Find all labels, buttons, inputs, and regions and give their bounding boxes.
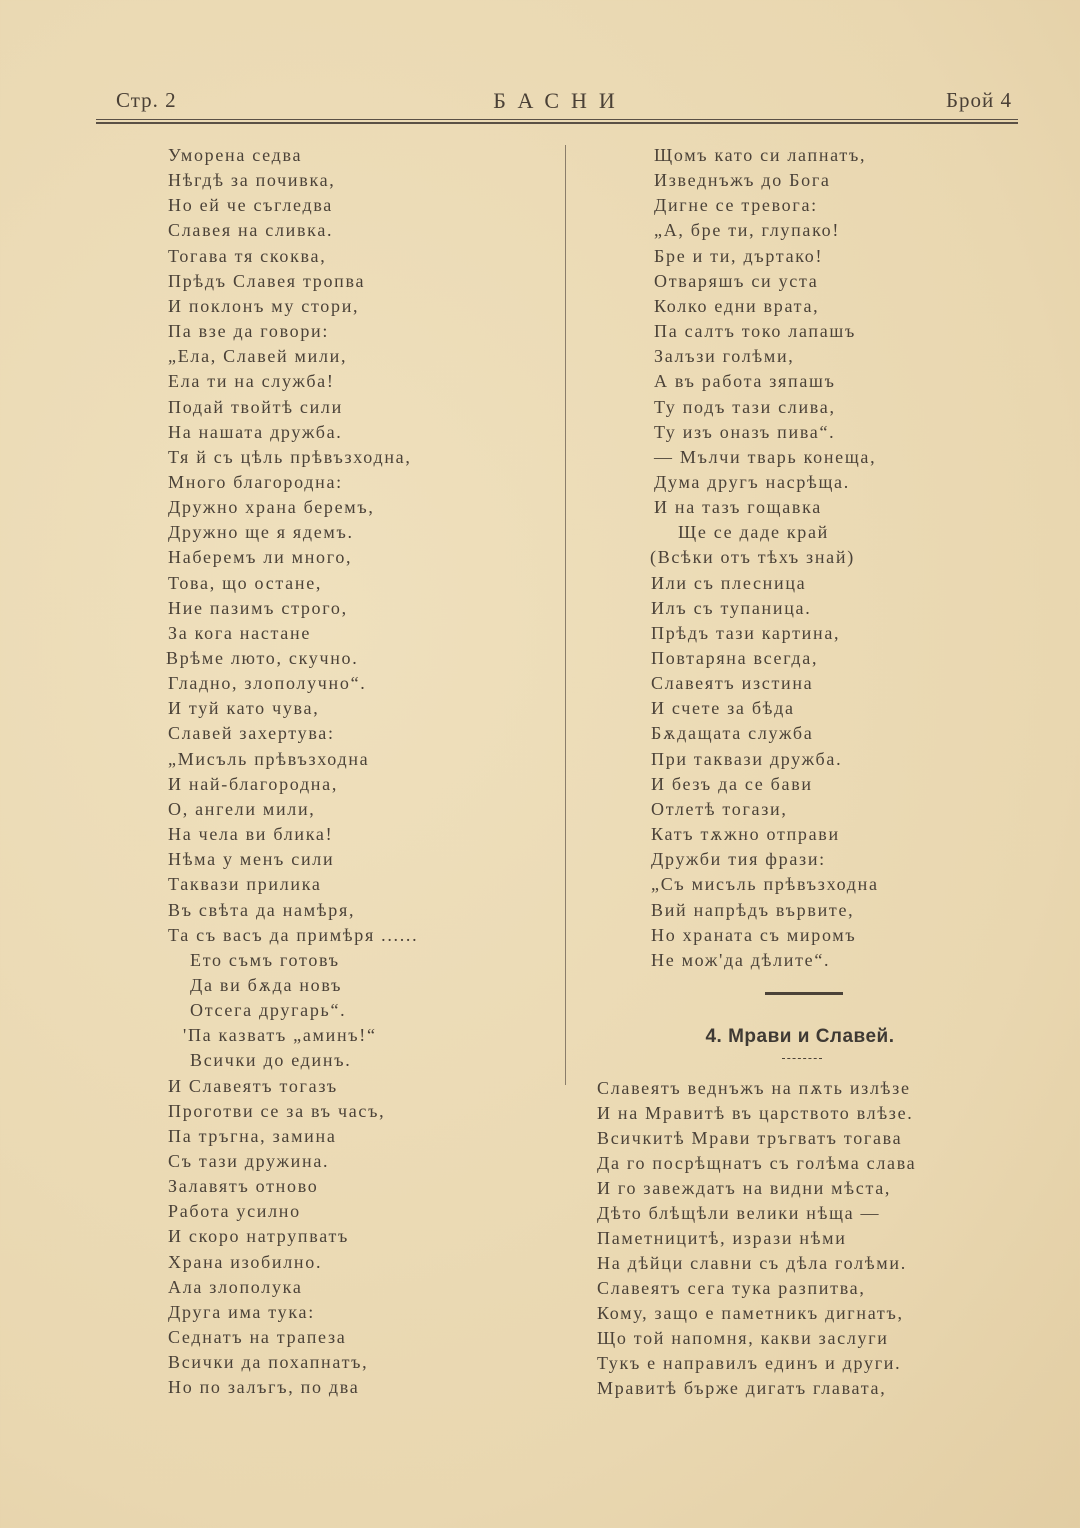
left-verse-line: Прѣдъ Славея тропва (168, 270, 366, 291)
left-verse-line: Залавятъ отново (168, 1176, 319, 1197)
left-verse-line: Нѣма у менъ сили (168, 849, 335, 870)
left-verse-line: Гладно, злополучно“. (168, 673, 367, 694)
section-title: 4. Мрави и Славей. (705, 1026, 895, 1047)
left-verse-line: Въ свѣта да намѣря, (168, 899, 356, 920)
section-verse-line: Паметницитѣ, изрази нѣми (597, 1228, 847, 1248)
section-divider (765, 992, 843, 995)
right-verse-line: Ще се даде край (678, 522, 830, 543)
left-verse-line: Славея на сливка. (168, 220, 334, 241)
right-verse-line: Не мож'да дѣлите“. (651, 949, 831, 970)
left-verse-line: Това, що остане, (168, 572, 323, 593)
section-verse-line: Всичкитѣ Мрави тръгватъ тогава (597, 1128, 903, 1148)
right-verse-line: Дигне се тревога: (654, 195, 818, 216)
left-verse-line: Нѣгдѣ за почивка, (168, 170, 336, 191)
right-verse-line: Бре и ти, дъртако! (654, 245, 824, 266)
section-verse-line: Славеятъ сега тука разпитва, (597, 1278, 866, 1298)
section-verse-line: Що той напомня, какви заслуги (597, 1328, 889, 1348)
left-verse-line: Славей захертува: (168, 723, 335, 744)
left-verse-line: Наберемъ ли много, (168, 547, 353, 568)
page-number: Стр. 2 (116, 88, 177, 112)
right-verse-line: Илъ съ тупаница. (651, 597, 812, 618)
left-verse-line: Тогава тя скоква, (168, 245, 327, 266)
section-verse-line: Кому, защо е паметникъ дигнатъ, (597, 1303, 904, 1323)
section-verse-line: На дѣйци славни съ дѣла голѣми. (597, 1253, 907, 1273)
left-verse-line: Ела ти на служба! (168, 371, 335, 392)
left-verse-line: Но ей че съгледва (168, 195, 333, 216)
left-verse-line: Па взе да говори: (168, 321, 330, 342)
section-verse-line: И на Мравитѣ въ царството влѣзе. (597, 1103, 914, 1123)
left-verse-line: О, ангели мили, (168, 798, 316, 819)
left-verse-line: „Ела, Славей мили, (168, 346, 348, 367)
right-verse-line: При таквази дружба. (651, 748, 843, 769)
left-verse-line: 'Па казватъ „аминъ!“ (183, 1025, 377, 1046)
left-verse-line: И поклонъ му стори, (168, 295, 360, 316)
right-verse-line: Вий напрѣдъ вървите, (651, 899, 855, 920)
right-verse-line: Славеятъ изстина (651, 673, 814, 694)
right-verse-line: Ту подъ тази слива, (654, 396, 836, 417)
left-verse-line: Ала злополука (168, 1276, 303, 1297)
left-verse-line: Всички да похапнатъ, (168, 1352, 369, 1373)
left-verse-line: Съ тази дружина. (168, 1151, 330, 1171)
left-verse-line: За кога настане (168, 622, 312, 643)
left-verse-line: Уморена седва (168, 145, 303, 165)
section-verse-line: Славеятъ веднъжъ на пѫть излѣзе (597, 1078, 911, 1098)
right-verse-line: Но храната съ миромъ (651, 924, 857, 945)
section-verse-line: Мравитѣ бърже дигатъ главата, (597, 1378, 887, 1398)
section-verse-line: Дѣто блѣщѣли велики нѣща — (597, 1203, 881, 1223)
right-verse-line: И счете за бѣда (651, 698, 795, 719)
left-verse-line: И Славеятъ тогазъ (168, 1075, 338, 1096)
journal-title: БАСНИ (493, 88, 627, 113)
left-verse-line: Седнатъ на трапеза (168, 1327, 347, 1348)
right-verse-line: Залъзи голѣми, (654, 346, 795, 367)
right-verse-line: Дружби тия фрази: (651, 849, 826, 870)
right-verse-line: Ту изъ оназъ пива“. (654, 421, 836, 442)
section-verse-line: И го завеждатъ на видни мѣста, (597, 1178, 892, 1198)
right-verse-line: Дума другъ насрѣща. (654, 471, 850, 492)
left-verse-line: „Мисъль прѣвъзходна (168, 748, 370, 769)
right-verse-line: Отлетѣ тогази, (651, 798, 788, 819)
left-verse-line: Дружно ще я ядемъ. (168, 522, 354, 543)
right-verse-line: Щомъ като си лапнатъ, (654, 145, 867, 165)
right-verse-line: „Съ мисъль прѣвъзходна (651, 874, 879, 895)
left-verse-line: Врѣме люто, скучно. (166, 648, 359, 668)
left-verse-line: Храна изобилно. (168, 1251, 323, 1272)
left-verse-line: Работа усилно (168, 1201, 301, 1222)
right-verse-line: Прѣдъ тази картина, (651, 622, 841, 643)
left-verse-line: На чела ви блика! (168, 824, 334, 845)
left-verse-line: Друга има тука: (168, 1301, 315, 1322)
right-verse-line: Бѫдащата служба (651, 723, 814, 744)
right-verse-line: А въ работа зяпашъ (654, 371, 836, 392)
left-verse-line: Подай твойтѣ сили (168, 396, 343, 417)
right-verse-line: Катъ тѫжно отправи (651, 824, 840, 845)
section-verse-line: Да го посрѣщнатъ съ голѣма слава (597, 1153, 917, 1173)
left-verse-line: И скоро натрупватъ (168, 1226, 350, 1247)
left-verse-line: Всички до единъ. (190, 1050, 352, 1071)
left-verse-line: Таквази прилика (168, 874, 322, 895)
section-verse-line: Тукъ е направилъ единъ и други. (597, 1353, 902, 1373)
left-verse-line: И най-благородна, (168, 773, 339, 794)
left-verse-line: Дружно храна беремъ, (168, 497, 375, 518)
left-verse-line: Проготви се за въ часъ, (168, 1100, 386, 1121)
left-verse-line: Па тръгна, замина (168, 1125, 337, 1146)
right-verse-line: И на тазъ гощавка (654, 497, 822, 518)
right-verse-line: (Всѣки отъ тѣхъ знай) (650, 547, 855, 568)
left-verse-line: Много благородна: (168, 471, 343, 492)
title-ornament (782, 1058, 822, 1060)
left-verse-line: Ние пазимъ строго, (168, 597, 348, 618)
left-verse-line: Отсега другарь“. (190, 1000, 347, 1021)
right-verse-line: Или съ плесница (651, 572, 807, 593)
right-verse-line: Па салтъ токо лапашъ (654, 321, 856, 342)
column-divider (565, 145, 566, 1085)
issue-number: Брой 4 (945, 88, 1012, 112)
left-verse-line: Ето съмъ готовъ (190, 949, 340, 970)
header-rule-thick (96, 122, 1018, 124)
left-verse-line: Та съ васъ да примѣря ...... (168, 924, 419, 945)
left-verse-line: Тя й съ цѣль прѣвъзходна, (168, 446, 412, 467)
left-verse-line: Да ви бѫда новъ (190, 974, 343, 995)
right-verse-line: Отваряшъ си уста (654, 270, 819, 291)
right-verse-line: „А, бре ти, глупако! (654, 220, 841, 241)
left-verse-line: И туй като чува, (168, 698, 320, 719)
header-rule (96, 119, 1018, 120)
left-verse-line: На нашата дружба. (168, 421, 343, 442)
right-verse-line: — Мълчи тварь конеща, (654, 446, 877, 467)
right-verse-line: И безъ да се бави (651, 773, 813, 794)
right-verse-line: Повтаряна всегда, (651, 648, 819, 668)
right-verse-line: Изведнъжъ до Бога (654, 170, 831, 191)
right-verse-line: Колко едни врата, (654, 295, 820, 316)
left-verse-line: Но по залъгъ, по два (168, 1377, 360, 1398)
